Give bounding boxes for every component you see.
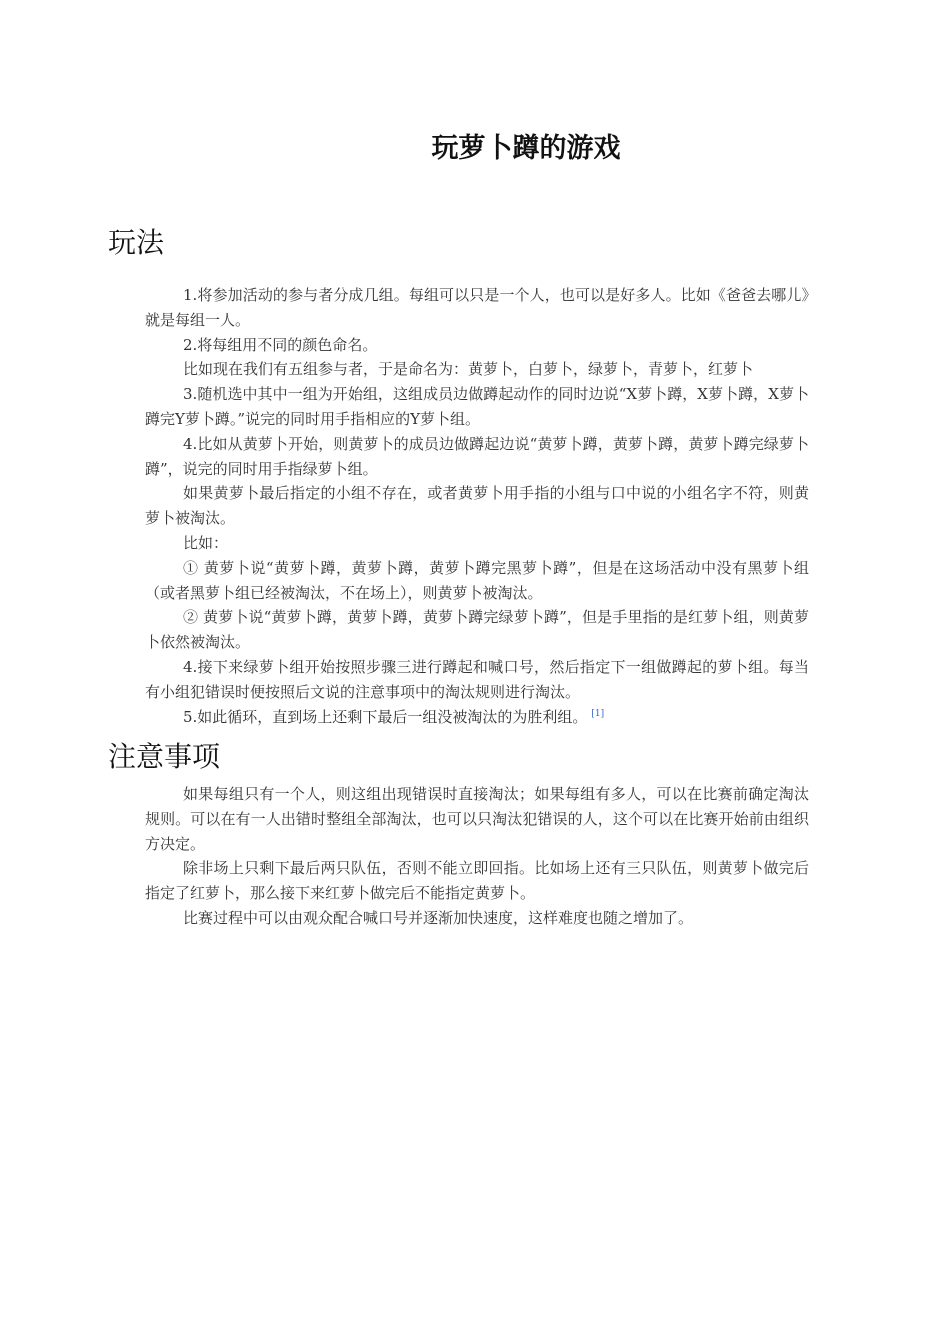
paragraph-text: 5.如此循环，直到场上还剩下最后一组没被淘汰的为胜利组。 bbox=[183, 707, 588, 726]
paragraph: 4.接下来绿萝卜组开始按照步骤三进行蹲起和喊口号，然后指定下一组做蹲起的萝卜组。每当有小组犯错误时便按照后文说的注意事项中的淘汰规则进行淘汰。 bbox=[145, 657, 809, 701]
paragraph: 比如： bbox=[183, 533, 229, 552]
paragraph: 1.将参加活动的参与者分成几组。每组可以只是一个人，也可以是好多人。比如《爸爸去哪儿》就是每组一人。 bbox=[145, 286, 809, 329]
paragraph: ② 黄萝卜说“黄萝卜蹲，黄萝卜蹲，黄萝卜蹲完绿萝卜蹲”，但是手里指的是红萝卜组，则黄萝卜依然被淘汰。 bbox=[145, 608, 809, 652]
paragraph: 3.随机选中其中一组为开始组，这组成员边做蹲起动作的同时边说“X萝卜蹲，X萝卜蹲，X萝卜蹲完Y萝卜蹲。”说完的同时用手指相应的Y萝卜组。 bbox=[145, 385, 809, 428]
paragraph: 4.比如从黄萝卜开始，则黄萝卜的成员边做蹲起边说“黄萝卜蹲，黄萝卜蹲，黄萝卜蹲完绿萝卜蹲”，说完的同时用手指绿萝卜组。 bbox=[145, 434, 809, 478]
paragraph: 如果每组只有一个人，则这组出现错误时直接淘汰；如果每组有多人，可以在比赛前确定淘汰规则。可以在有一人出错时整组全部淘汰，也可以只淘汰犯错误的人，这个可以在比赛开始前由组织方决定。 bbox=[145, 785, 809, 853]
paragraph-last bbox=[145, 705, 809, 730]
citation-link[interactable]: [1] bbox=[591, 708, 605, 719]
paragraph: 2.将每组用不同的颜色命名。 bbox=[183, 335, 378, 354]
paragraph: ① 黄萝卜说“黄萝卜蹲，黄萝卜蹲，黄萝卜蹲完黑萝卜蹲”，但是在这场活动中没有黑萝卜组（或者黑萝卜组已经被淘汰，不在场上），则黄萝卜被淘汰。 bbox=[145, 558, 809, 602]
paragraph: 除非场上只剩下最后两只队伍，否则不能立即回指。比如场上还有三只队伍，则黄萝卜做完后指定了红萝卜，那么接下来红萝卜做完后不能指定黄萝卜。 bbox=[145, 859, 809, 903]
paragraph: 如果黄萝卜最后指定的小组不存在，或者黄萝卜用手指的小组与口中说的小组名字不符，则黄萝卜被淘汰。 bbox=[145, 484, 809, 528]
paragraph: 比赛过程中可以由观众配合喊口号并逐渐加快速度，这样难度也随之增加了。 bbox=[183, 908, 694, 927]
section-body-gameplay bbox=[145, 283, 809, 729]
section-heading-gameplay: 玩法 bbox=[108, 226, 165, 259]
section-body-notes bbox=[145, 782, 809, 931]
paragraph: 比如现在我们有五组参与者，于是命名为：黄萝卜，白萝卜，绿萝卜，青萝卜，红萝卜 bbox=[183, 360, 754, 379]
document-title: 玩萝卜蹲的游戏 bbox=[431, 133, 621, 164]
section-heading-notes: 注意事项 bbox=[108, 740, 221, 773]
